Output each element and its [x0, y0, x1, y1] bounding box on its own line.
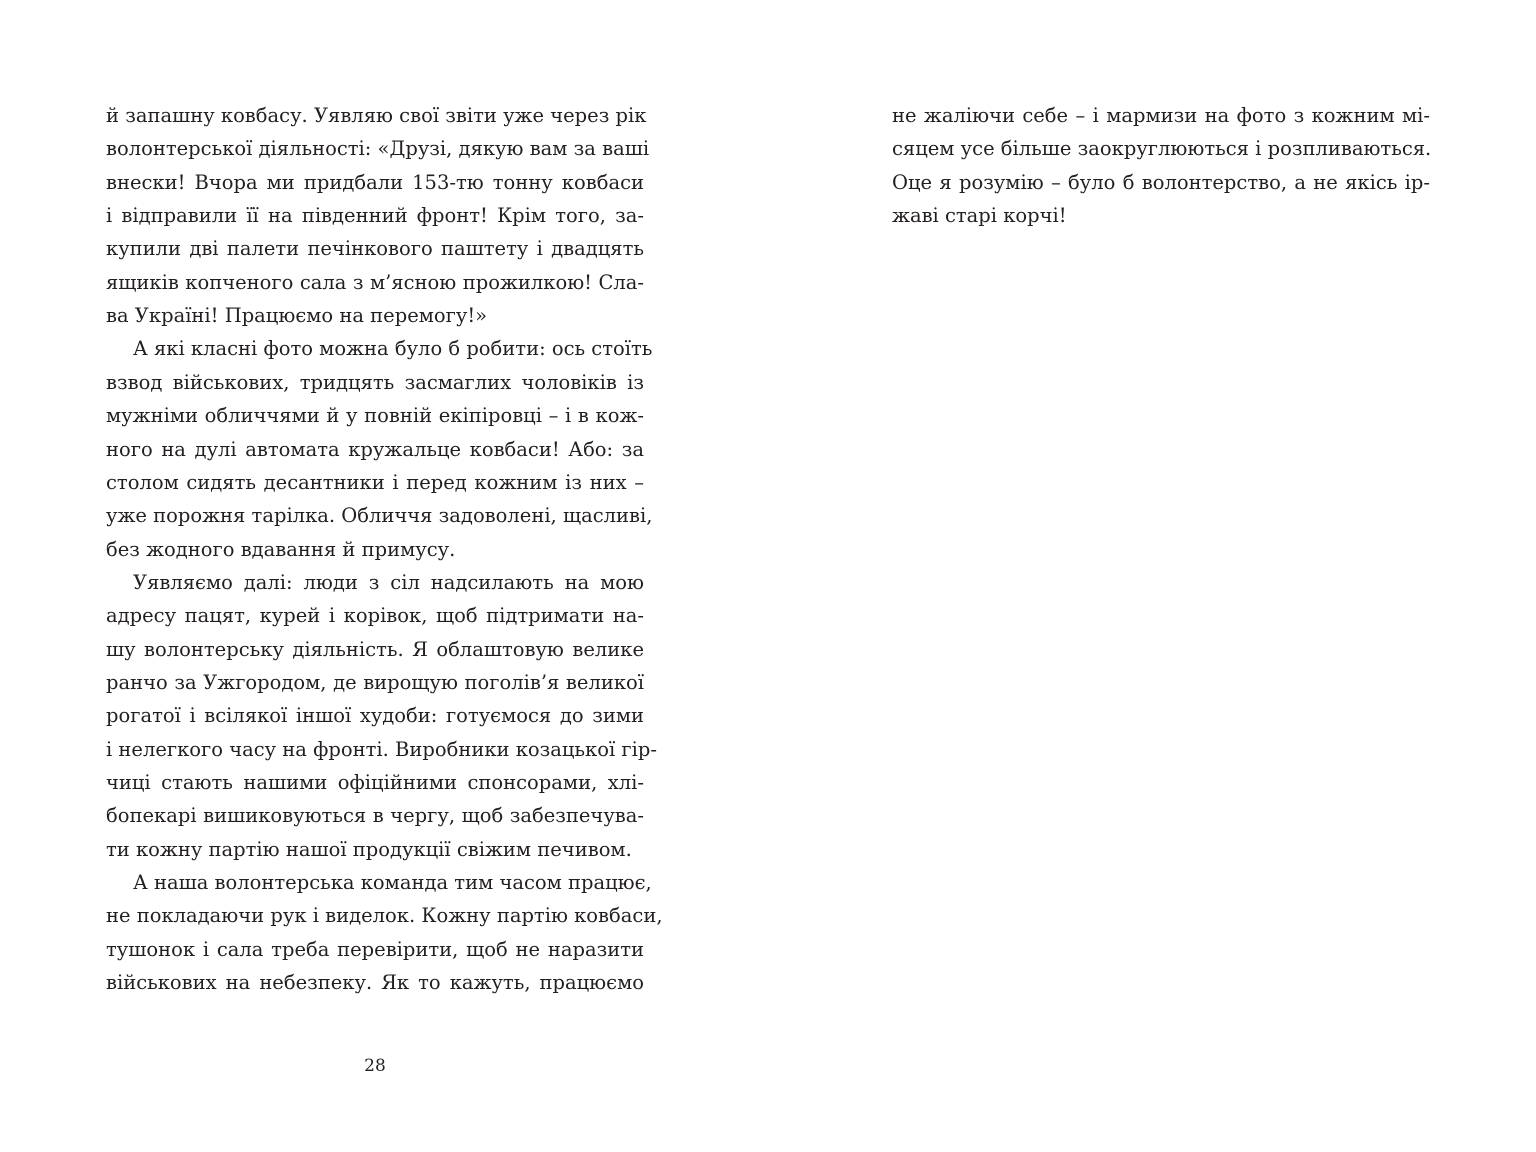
- text-line: мужніми обличчями й у повній екіпіровці – і в кож-: [106, 404, 644, 428]
- right-page: [768, 0, 1536, 1152]
- text-line: А які класні фото можна було б робити: ось стоїть: [133, 337, 653, 361]
- text-line: адресу пацят, курей і корівок, щоб підтримати на-: [106, 604, 644, 628]
- text-line: без жодного вдавання й примусу.: [106, 537, 456, 561]
- text-line: бопекарі вишиковуються в чергу, щоб забезпечува-: [106, 804, 644, 828]
- text-line: тушонок і сала треба перевірити, щоб не наразити: [106, 937, 644, 961]
- text-line: жаві старі корчі!: [892, 204, 1067, 228]
- text-line: і відправили її на південний фронт! Крім того, за-: [106, 204, 644, 228]
- text-line: внески! Вчора ми придбали 153-тю тонну ковбаси: [106, 170, 644, 194]
- text-line: й запашну ковбасу. Уявляю свої звіти уже через рік: [106, 104, 647, 127]
- text-line: сяцем усе більше заокруглюються і розпливаються.: [892, 137, 1432, 161]
- text-line: А наша волонтерська команда тим часом працює,: [133, 871, 652, 895]
- text-line: столом сидять десантники і перед кожним із них –: [106, 470, 644, 494]
- text-line: ящиків копченого сала з м’ясною прожилкою! Сла-: [106, 270, 644, 294]
- text-line: ти кожну партію нашої продукції свіжим печивом.: [106, 837, 632, 861]
- text-line: волонтерської діяльності: «Друзі, дякую вам за ваші: [106, 137, 650, 161]
- text-line: чиці стають нашими офіційними спонсорами, хлі-: [106, 771, 644, 794]
- text-line: уже порожня тарілка. Обличчя задоволені, щасливі,: [106, 504, 653, 528]
- text-line: Уявляємо далі: люди з сіл надсилають на мою: [133, 570, 644, 594]
- text-line: і нелегкого часу на фронті. Виробники козацької гір-: [106, 737, 657, 761]
- text-line: ва Україні! Працюємо на перемогу!»: [106, 304, 488, 328]
- text-line: купили дві палети печінкового паштету і двадцять: [106, 237, 644, 261]
- text-line: взвод військових, тридцять засмаглих чоловіків із: [106, 370, 644, 394]
- text-line: військових на небезпеку. Як то кажуть, працюємо: [106, 971, 644, 995]
- text-line: ранчо за Ужгородом, де вирощую поголів’я великої: [106, 670, 644, 694]
- text-line: Оце я розумію – було б волонтерство, а не якісь ір-: [892, 170, 1430, 194]
- text-line: не жаліючи себе – і мармизи на фото з кожним мі-: [892, 104, 1430, 127]
- text-line: не покладаючи рук і виделок. Кожну партію ковбаси,: [106, 904, 663, 928]
- text-line: ного на дулі автомата кружальце ковбаси! Або: за: [106, 437, 644, 461]
- page-number: 28: [364, 1056, 386, 1076]
- text-line: шу волонтерську діяльність. Я облаштовую велике: [106, 637, 644, 661]
- text-line: рогатої і всілякої іншої худоби: готуємося до зими: [106, 704, 644, 728]
